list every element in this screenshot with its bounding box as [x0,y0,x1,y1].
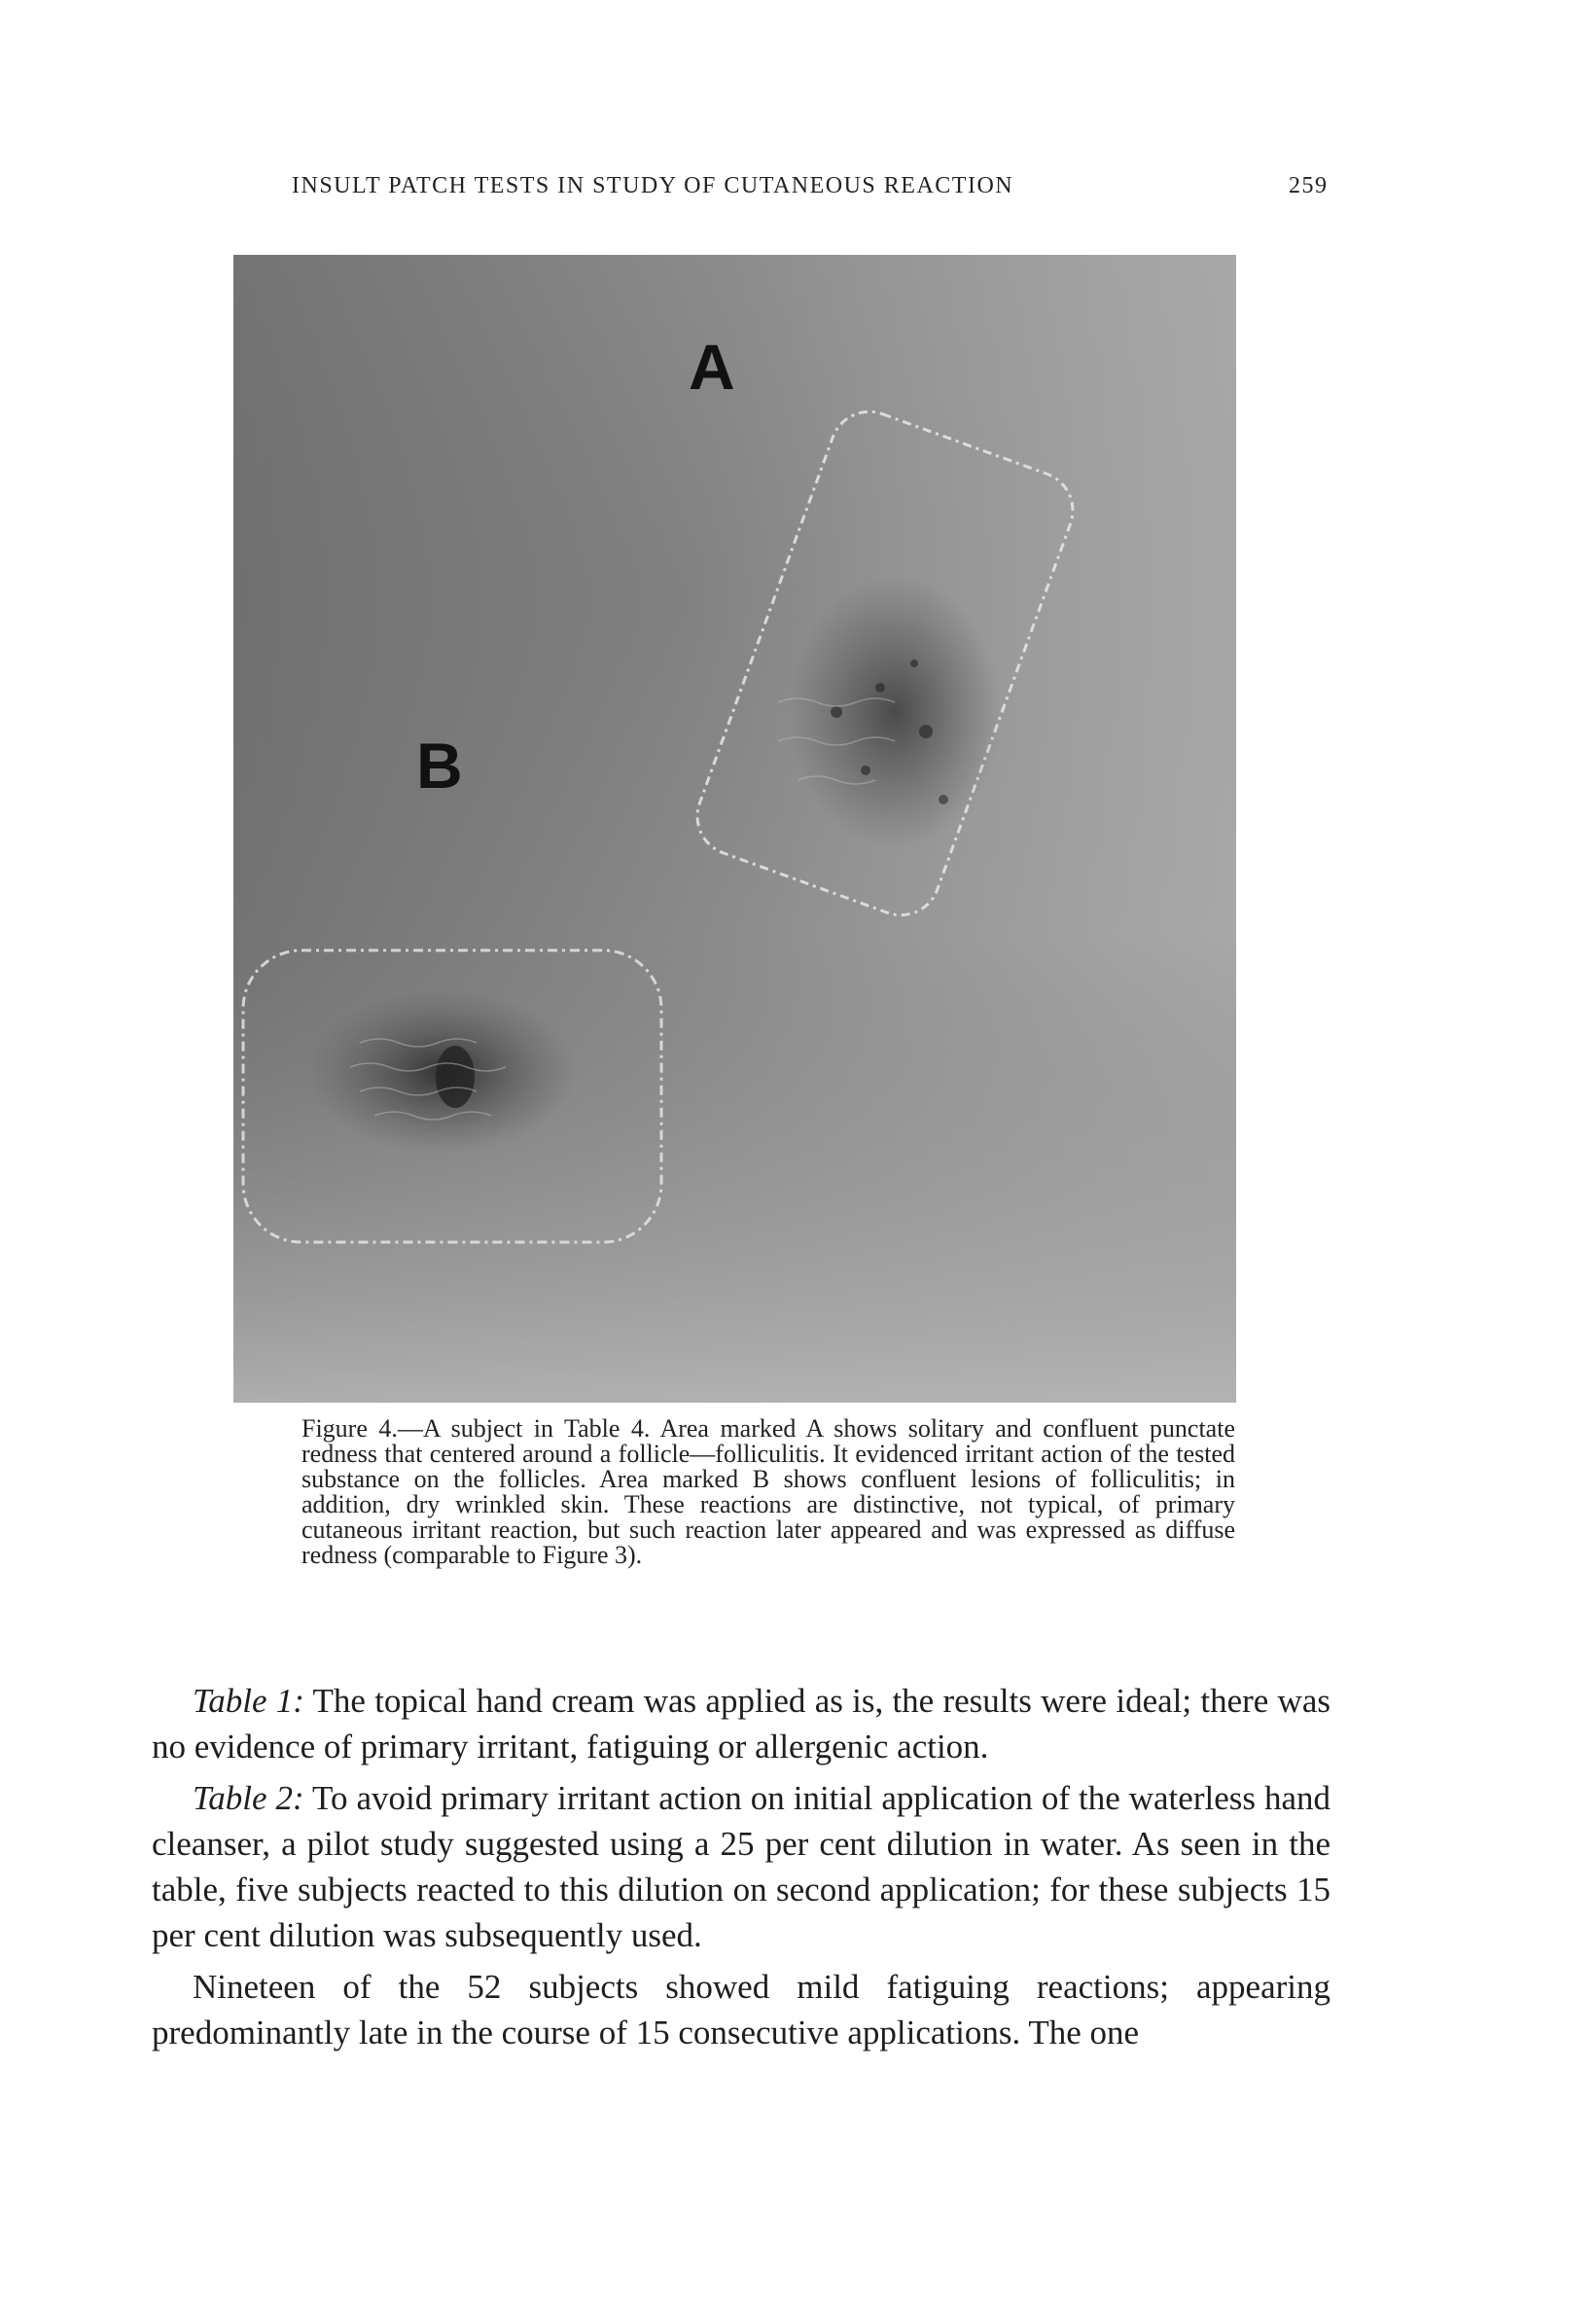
running-title: INSULT PATCH TESTS IN STUDY OF CUTANEOUS REACTION [292,173,1014,198]
paragraph-table-1 [152,1678,1330,1769]
paragraph-lead: Table 1: [193,1682,304,1720]
label-b: B [416,730,463,802]
lesion-area-a [788,576,1002,848]
paragraph-text: Nineteen of the 52 subjects showed mild fatiguing reactions; appearing predominantly late in the course of 15 consecutive applications. The one [152,1968,1330,2051]
paragraph-lead: Table 2: [193,1779,304,1817]
figure-caption [301,1416,1235,1568]
body-text [152,1678,1330,2061]
page-number: 259 [1289,173,1329,198]
figure-4-photo [233,255,1236,1403]
paragraph-nineteen [152,1964,1330,2055]
label-a: A [689,331,735,403]
caption-text: Figure 4.—A subject in Table 4. Area marked A shows solitary and confluent punctate redness that centered around a follicle—folliculitis. It evidenced irritant action of the tested substance on the follicles. Area marked B shows confluent lesions of folliculitis; in addition, dry wrinkled skin. These reactions are distinctive, not typical, of primary cutaneous irritant reaction, but such reaction later appeared and was expressed as diffuse redness (comparable to Figure 3). [301,1414,1235,1569]
paragraph-table-2 [152,1775,1330,1958]
paragraph-text: To avoid primary irritant action on initial application of the waterless hand cleanser, a pilot study suggested using a 25 per cent dilution in water. As seen in the table, five subjects reacted to this dilution on second application; for these subjects 15 per cent dilution was subsequently used. [152,1779,1331,1954]
paragraph-text: The topical hand cream was applied as is, the results were ideal; there was no evidence of primary irritant, fatiguing or allergenic action. [152,1682,1330,1765]
